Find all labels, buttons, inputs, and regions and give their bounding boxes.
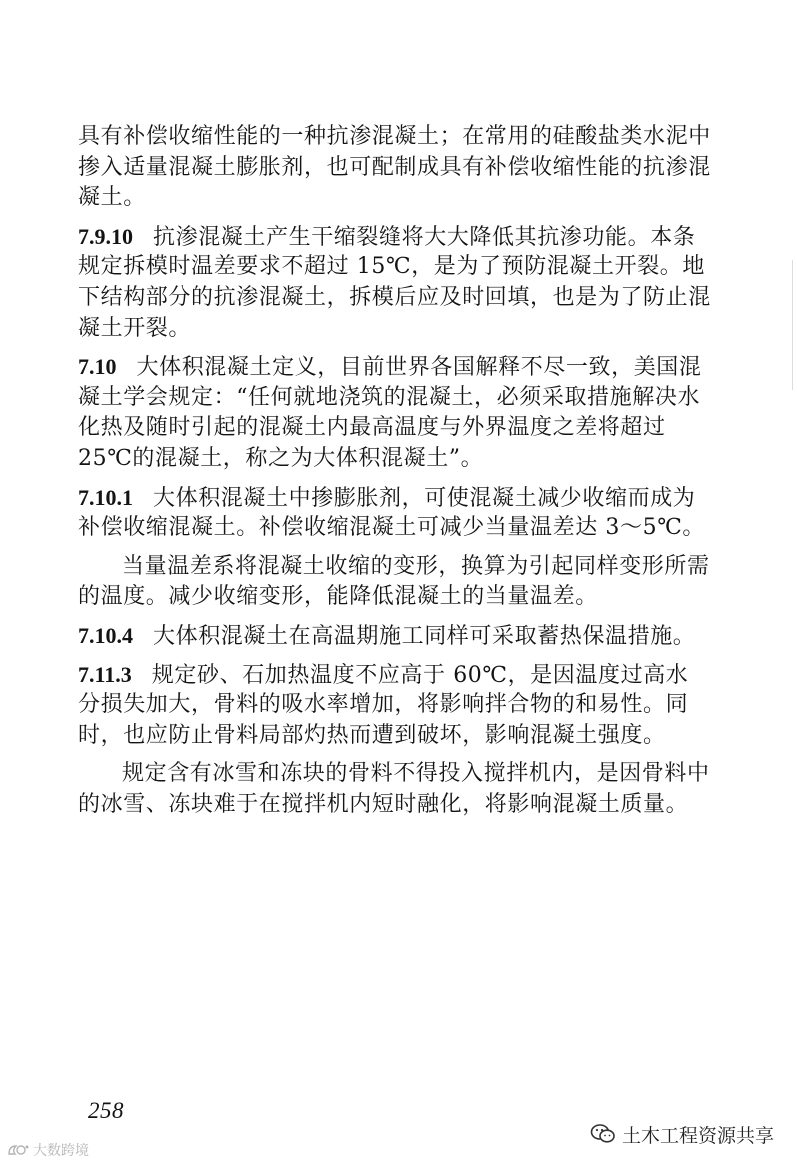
page-number: 258 xyxy=(88,1098,124,1123)
clause-number: 7.11.3 xyxy=(78,661,132,687)
text-line: 掺入适量混凝土膨胀剂，也可配制成具有补偿收缩性能的抗渗混 xyxy=(78,154,711,180)
text-line: 规定含有冰雪和冻块的骨料不得投入搅拌机内，是因骨料中 xyxy=(122,761,710,787)
text-line: 的冰雪、冻块难于在搅拌机内短时融化，将影响混凝土质量。 xyxy=(78,791,689,817)
text-line: 25℃的混凝土，称之为大体积混凝土”。 xyxy=(78,445,484,471)
clause-number: 7.10 xyxy=(78,354,117,380)
paragraph-ice-aggregate xyxy=(78,759,728,820)
scan-edge-line xyxy=(792,260,793,390)
text-line: 当量温差系将混凝土收缩的变形，换算为引起同样变形所需 xyxy=(122,553,710,579)
text-line: 凝土学会规定：“任何就地浇筑的混凝土，必须采取措施解决水 xyxy=(78,384,701,410)
wechat-icon xyxy=(590,1123,616,1145)
clause-7-10-1 xyxy=(78,483,728,544)
clause-number: 7.9.10 xyxy=(78,223,133,249)
text-line: 具有补偿收缩性能的一种抗渗混凝土；在常用的硅酸盐类水泥中 xyxy=(78,124,711,149)
text-line: 凝土开裂。 xyxy=(78,315,192,341)
clause-7-9-10 xyxy=(78,222,728,344)
text-line: 时，也应防止骨料局部灼热而遭到破坏，影响混凝土强度。 xyxy=(78,722,666,748)
text-line: 化热及随时引起的混凝土内最高温度与外界温度之差将超过 xyxy=(78,415,666,441)
watermark-text: 大数跨境 xyxy=(33,1143,89,1159)
document-body xyxy=(78,122,728,820)
clause-7-10-4 xyxy=(78,621,728,652)
wechat-account-badge xyxy=(590,1120,774,1148)
clause-7-11-3 xyxy=(78,660,728,752)
paragraph-continuation xyxy=(78,122,728,214)
text-line: 分损失加大，骨料的吸水率增加，将影响拌合物的和易性。同 xyxy=(78,692,689,718)
clause-number: 7.10.1 xyxy=(78,484,133,510)
text-line: 大体积混凝土定义，目前世界各国解释不尽一致，美国混 xyxy=(136,355,702,381)
paragraph-equivalent-temperature xyxy=(78,552,728,613)
text-line: 下结构部分的抗渗混凝土，拆模后应及时回填，也是为了防止混 xyxy=(78,284,711,310)
watermark-logo-icon xyxy=(6,1142,30,1158)
text-line: 规定拆模时温差要求不超过 15℃，是为了预防混凝土开裂。地 xyxy=(78,254,705,280)
text-line: 规定砂、石加热温度不应高于 60℃，是因温度过高水 xyxy=(151,662,689,688)
text-line: 凝土。 xyxy=(78,185,146,211)
text-line: 大体积混凝土在高温期施工同样可采取蓄热保温措施。 xyxy=(153,623,696,649)
text-line: 抗渗混凝土产生干缩裂缝将大大降低其抗渗功能。本条 xyxy=(153,224,696,250)
text-line: 的温度。减少收缩变形，能降低混凝土的当量温差。 xyxy=(78,584,598,610)
watermark xyxy=(6,1140,89,1160)
clause-number: 7.10.4 xyxy=(78,622,133,648)
clause-7-10 xyxy=(78,352,728,474)
wechat-account-name: 土木工程资源共享 xyxy=(622,1124,775,1147)
text-line: 补偿收缩混凝土。补偿收缩混凝土可减少当量温差达 3～5℃。 xyxy=(78,515,705,541)
text-line: 大体积混凝土中掺膨胀剂，可使混凝土减少收缩而成为 xyxy=(153,485,696,511)
